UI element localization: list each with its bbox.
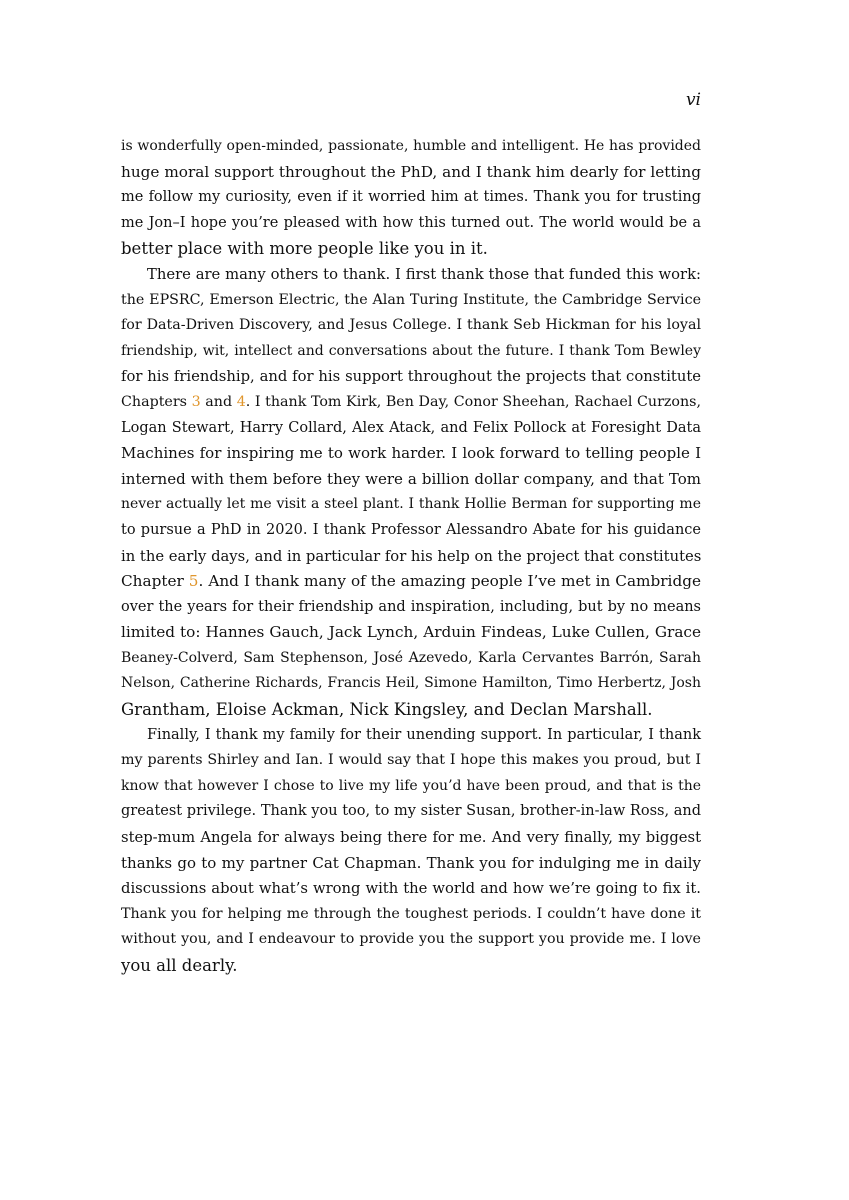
text-line: greatest privilege. Thank you too, to my sister Susan, brother-in-law Ross, and bbox=[121, 803, 701, 820]
text-line: better place with more people like you in it. bbox=[121, 239, 488, 259]
text-line: is wonderfully open-minded, passionate, humble and intelligent. He has provided bbox=[121, 138, 701, 154]
chapter-ref-link[interactable]: 3 bbox=[191, 393, 201, 410]
text-line: Logan Stewart, Harry Collard, Alex Atack, and Felix Pollock at Foresight Data bbox=[121, 419, 701, 436]
text-line: Beaney-Colverd, Sam Stephenson, José Azevedo, Karla Cervantes Barrón, Sarah bbox=[121, 649, 701, 666]
text-line: Finally, I thank my family for their unending support. In particular, I thank bbox=[147, 726, 701, 743]
text-line bbox=[121, 569, 701, 595]
acknowledgements-text bbox=[121, 134, 701, 979]
text-line: Grantham, Eloise Ackman, Nick Kingsley, and Declan Marshall. bbox=[121, 700, 653, 720]
text-line: friendship, wit, intellect and conversations about the future. I thank Tom Bewley bbox=[121, 342, 701, 359]
chapter-ref-link[interactable]: 5 bbox=[188, 572, 199, 591]
text-line: for his friendship, and for his support throughout the projects that constitute bbox=[121, 368, 701, 386]
text-line: interned with them before they were a billion dollar company, and that Tom bbox=[121, 469, 701, 488]
text-line: never actually let me visit a steel plant. I thank Hollie Berman for supporting me bbox=[121, 496, 701, 513]
text-line: to pursue a PhD in 2020. I thank Professor Alessandro Abate for his guidance bbox=[121, 521, 701, 538]
text-line: over the years for their friendship and inspiration, including, but by no means bbox=[121, 598, 701, 615]
text-line: without you, and I endeavour to provide you the support you provide me. I love bbox=[121, 931, 701, 948]
text-line: me follow my curiosity, even if it worried him at times. Thank you for trusting bbox=[121, 189, 701, 206]
text-line: me Jon–I hope you’re pleased with how this turned out. The world would be a bbox=[121, 214, 701, 231]
text-line: the EPSRC, Emerson Electric, the Alan Turing Institute, the Cambridge Service bbox=[121, 291, 701, 308]
text-line: thanks go to my partner Cat Chapman. Thank you for indulging me in daily bbox=[121, 853, 701, 872]
text-line: you all dearly. bbox=[121, 956, 238, 975]
page-number: vi bbox=[685, 90, 701, 110]
text-line: in the early days, and in particular for his help on the project that constitutes bbox=[121, 547, 702, 565]
text-line: my parents Shirley and Ian. I would say that I hope this makes you proud, but I bbox=[121, 752, 701, 769]
text-line: huge moral support throughout the PhD, and I thank him dearly for letting bbox=[121, 162, 701, 181]
text-line: There are many others to thank. I first thank those that funded this work: bbox=[147, 265, 701, 283]
text-line: Machines for inspiring me to work harder. I look forward to telling people I bbox=[121, 444, 701, 463]
text-line: step-mum Angela for always being there for me. And very finally, my biggest bbox=[121, 829, 701, 847]
chapter-ref-link[interactable]: 4 bbox=[236, 393, 246, 410]
text-line: discussions about what’s wrong with the world and how we’re going to fix it. bbox=[121, 880, 701, 898]
text-segment: . And I thank many of the amazing people I’ve met in Cambridge bbox=[198, 572, 701, 591]
text-segment: Chapters bbox=[121, 393, 192, 410]
text-line: for Data-Driven Discovery, and Jesus College. I thank Seb Hickman for his loyal bbox=[121, 317, 701, 334]
text-line: Thank you for helping me through the toughest periods. I couldn’t have done it bbox=[121, 905, 701, 922]
text-segment: Chapter bbox=[121, 572, 189, 591]
text-segment: . I thank Tom Kirk, Ben Day, Conor Sheehan, Rachael Curzons, bbox=[245, 393, 701, 410]
text-line: limited to: Hannes Gauch, Jack Lynch, Arduin Findeas, Luke Cullen, Grace bbox=[121, 623, 701, 642]
text-line bbox=[121, 390, 701, 416]
text-segment: and bbox=[200, 393, 237, 410]
text-line: know that however I chose to live my life you’d have been proud, and that is the bbox=[121, 777, 701, 794]
text-line: Nelson, Catherine Richards, Francis Heil, Simone Hamilton, Timo Herbertz, Josh bbox=[121, 675, 701, 692]
